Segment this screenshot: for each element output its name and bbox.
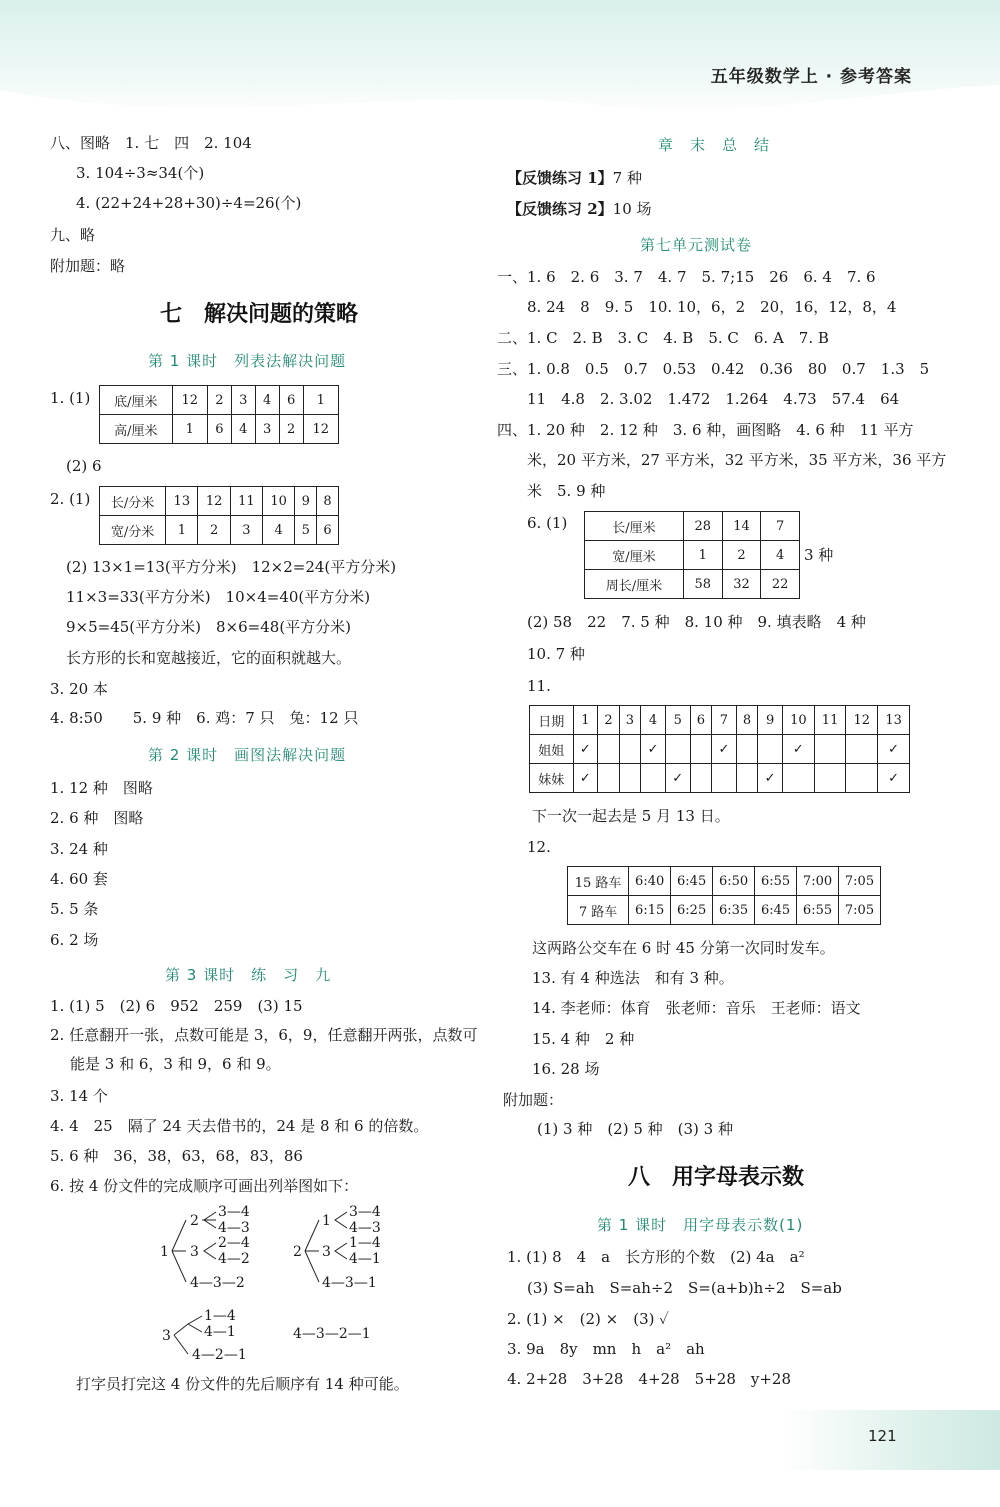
answer-line: 米，20 平方米，27 平方米，32 平方米，35 平方米，36 平方: [527, 451, 947, 469]
section-title-7: 七 解决问题的策略: [160, 302, 359, 327]
base-height-table: [99, 385, 339, 444]
table-cell: 6:45: [755, 896, 797, 925]
answer-line: 3. 104÷3≈34(个): [76, 164, 205, 182]
tree-node: 3—4: [349, 1204, 381, 1220]
table-cell: 5: [295, 516, 317, 545]
table-cell: 高/厘米: [100, 415, 173, 444]
answer-line: (1) 3 种 (2) 5 种 (3) 3 种: [537, 1120, 733, 1138]
answer-line: 3. 14 个: [50, 1087, 108, 1105]
rectangle-table: [584, 511, 800, 599]
table-cell: [690, 735, 711, 764]
table-cell: 13: [166, 487, 198, 516]
answer-line: 1. (1) 8 4 a 长方形的个数 (2) 4a a²: [507, 1248, 805, 1266]
answer-line: 5. 5 条: [50, 900, 99, 918]
feedback-value: 10 场: [612, 200, 652, 218]
answer-line: 15. 4 种 2 种: [532, 1030, 635, 1048]
tree-node: 4—1: [349, 1251, 381, 1267]
table-cell: [598, 735, 619, 764]
table-cell: 15 路车: [568, 867, 629, 896]
table-cell: [665, 735, 690, 764]
tree-node: 4—3—2: [190, 1275, 245, 1291]
table-cell: 6:40: [629, 867, 671, 896]
table-cell: 7: [761, 512, 800, 541]
answer-line: 2. (1) × (2) × (3) ✓: [507, 1310, 669, 1328]
table-cell: 6:55: [797, 896, 839, 925]
table-cell: [736, 735, 757, 764]
table-cell: 28: [683, 512, 722, 541]
tree-node: 4—2: [218, 1251, 250, 1267]
answer-line: 四、1. 20 种 2. 12 种 3. 6 种，画图略 4. 6 种 11 平方: [497, 421, 914, 439]
table-cell: 4: [255, 386, 279, 415]
section-title-8: 八 用字母表示数: [628, 1165, 805, 1190]
feedback-label: 【反馈练习 1】: [507, 169, 613, 187]
answer-line: 11 4.8 2. 3.02 1.472 1.264 4.73 57.4 64: [527, 390, 900, 408]
table-cell: 2: [598, 706, 619, 735]
answer-line: 1. 12 种 图略: [50, 779, 153, 797]
tree-node: 4—3: [349, 1220, 381, 1236]
tree-node: 3: [190, 1244, 199, 1260]
table-cell: 长/分米: [100, 487, 166, 516]
answer-line: 附加题：略: [50, 257, 126, 275]
page-number: 121: [868, 1427, 897, 1445]
table-cell: 2: [722, 541, 761, 570]
table-cell: 底/厘米: [100, 386, 173, 415]
table-cell: ✓: [712, 735, 737, 764]
table-cell: 6:15: [629, 896, 671, 925]
tree-node: 2: [293, 1244, 302, 1260]
tree-node: 1—4: [204, 1308, 236, 1324]
table-cell: 7 路车: [568, 896, 629, 925]
table-cell: 宽/厘米: [585, 541, 684, 570]
tree-node: 4—3: [218, 1220, 250, 1236]
table-cell: 7:00: [797, 867, 839, 896]
tree-node: 3—4: [218, 1204, 250, 1220]
lesson-title: 第 1 课时 列表法解决问题: [148, 352, 347, 370]
test-title: 第七单元测试卷: [640, 236, 753, 254]
answer-line: 附加题：: [503, 1091, 564, 1109]
table-cell: [814, 764, 846, 793]
table-cell: 12: [303, 415, 338, 444]
answer-line: 13. 有 4 种选法 和有 3 种。: [532, 969, 734, 987]
table-cell: 11: [230, 487, 262, 516]
table-cell: [712, 764, 737, 793]
table-cell: 姐姐: [530, 735, 574, 764]
table-cell: [641, 764, 666, 793]
answer-line: 2. 任意翻开一张，点数可能是 3，6，9，任意翻开两张，点数可: [50, 1026, 478, 1044]
table-cell: 长/厘米: [585, 512, 684, 541]
answer-line: (2) 6: [66, 457, 102, 475]
table-cell: 1: [166, 516, 198, 545]
table-cell: 5: [665, 706, 690, 735]
table-cell: 8: [317, 487, 339, 516]
answer-line: 12.: [527, 838, 551, 856]
answer-line: 16. 28 场: [532, 1060, 600, 1078]
table-cell: 3: [619, 706, 640, 735]
header-wave-decoration: [0, 80, 1000, 140]
question-label: 1. (1): [50, 389, 91, 407]
table-cell: 9: [758, 706, 783, 735]
table-cell: 10: [782, 706, 814, 735]
answer-line: 长方形的长和宽越接近，它的面积就越大。: [66, 649, 352, 667]
table-cell: ✓: [573, 735, 598, 764]
table-cell: ✓: [641, 735, 666, 764]
table-cell: 6: [207, 415, 231, 444]
table-cell: 1: [683, 541, 722, 570]
table-cell: 2: [207, 386, 231, 415]
table-cell: 7:05: [839, 867, 881, 896]
header-title: 五年级数学上 · 参考答案: [710, 67, 912, 87]
answer-line: 3. 9a 8y mn h a² ah: [507, 1340, 705, 1358]
answer-line: 这两路公交车在 6 时 45 分第一次同时发车。: [532, 939, 835, 957]
table-cell: 3: [231, 386, 255, 415]
answer-line: 1. (1) 5 (2) 6 952 259 (3) 15: [50, 997, 303, 1015]
table-cell: 7:05: [839, 896, 881, 925]
bus-schedule-table: [567, 866, 881, 925]
answer-line: 三、1. 0.8 0.5 0.7 0.53 0.42 0.36 80 0.7 1.3 5: [497, 360, 930, 378]
answer-line: (2) 58 22 7. 5 种 8. 10 种 9. 填表略 4 种: [527, 613, 866, 631]
table-cell: 6: [317, 516, 339, 545]
tree-node: 4—2—1: [192, 1347, 247, 1363]
answer-line: 5. 6 种 36，38，63，68，83，86: [50, 1147, 303, 1165]
answer-line: 4. 2+28 3+28 4+28 5+28 y+28: [507, 1370, 792, 1388]
answer-line: 4. 60 套: [50, 870, 108, 888]
table-cell: 日期: [530, 706, 574, 735]
table-cell: 6: [690, 706, 711, 735]
table-cell: 3: [255, 415, 279, 444]
tree-node: 1: [322, 1213, 331, 1229]
tree-node: 2—4: [218, 1235, 250, 1251]
summary-title: 章 末 总 结: [658, 136, 771, 154]
table-cell: 14: [722, 512, 761, 541]
tree-node: 1: [160, 1244, 169, 1260]
answer-line: 3. 20 本: [50, 680, 108, 698]
table-cell: ✓: [878, 764, 910, 793]
table-cell: [814, 735, 846, 764]
table-cell: 6:25: [671, 896, 713, 925]
answer-line: 九、略: [50, 226, 96, 244]
table-cell: [782, 764, 814, 793]
table-cell: [846, 764, 878, 793]
answer-line: 9×5=45(平方分米) 8×6=48(平方分米): [66, 618, 352, 636]
answer-line: 2. 6 种 图略: [50, 809, 144, 827]
answer-line: 3 种: [804, 546, 834, 564]
table-cell: 10: [263, 487, 295, 516]
answer-line: 8. 24 8 9. 5 10. 10，6，2 20，16，12，8，4: [527, 298, 897, 316]
tree-node: 1—4: [349, 1235, 381, 1251]
table-cell: [846, 735, 878, 764]
lesson-title: 第 3 课时 练 习 九: [165, 966, 332, 984]
tree-node: 3: [322, 1244, 331, 1260]
table-cell: 3: [230, 516, 262, 545]
answer-line: (2) 13×1=13(平方分米) 12×2=24(平方分米): [66, 558, 397, 576]
table-cell: 12: [172, 386, 207, 415]
table-cell: 1: [303, 386, 338, 415]
table-cell: 2: [198, 516, 230, 545]
answer-line: 一、1. 6 2. 6 3. 7 4. 7 5. 7;15 26 6. 4 7. 6: [497, 268, 876, 286]
table-cell: 6: [279, 386, 303, 415]
answer-line: 米 5. 9 种: [527, 482, 606, 500]
question-label: 2. (1): [50, 490, 91, 508]
table-cell: 6:55: [755, 867, 797, 896]
table-cell: 12: [198, 487, 230, 516]
table-cell: 12: [846, 706, 878, 735]
table-cell: 4: [761, 541, 800, 570]
feedback-value: 7 种: [612, 169, 642, 187]
table-cell: [758, 735, 783, 764]
table-cell: 22: [761, 570, 800, 599]
answer-line: 4. 4 25 隔了 24 天去借书的，24 是 8 和 6 的倍数。: [50, 1117, 429, 1135]
table-cell: ✓: [878, 735, 910, 764]
table-cell: [619, 764, 640, 793]
answer-line: 3. 24 种: [50, 840, 108, 858]
table-cell: ✓: [782, 735, 814, 764]
answer-line: 6. 按 4 份文件的完成顺序可画出列举图如下：: [50, 1177, 359, 1195]
table-cell: 宽/分米: [100, 516, 166, 545]
answer-line: 二、1. C 2. B 3. C 4. B 5. C 6. A 7. B: [497, 329, 829, 347]
table-cell: [598, 764, 619, 793]
question-label: 6. (1): [527, 514, 568, 532]
answer-line: 11×3=33(平方分米) 10×4=40(平方分米): [66, 588, 371, 606]
answer-line: 打字员打完这 4 份文件的先后顺序有 14 种可能。: [76, 1375, 409, 1393]
table-cell: 4: [641, 706, 666, 735]
table-cell: 32: [722, 570, 761, 599]
answer-line: 4. 8:50 5. 9 种 6. 鸡：7 只 兔：12 只: [50, 709, 359, 727]
table-cell: 1: [172, 415, 207, 444]
table-cell: 6:50: [713, 867, 755, 896]
table-cell: [619, 735, 640, 764]
table-cell: 7: [712, 706, 737, 735]
table-cell: 周长/厘米: [585, 570, 684, 599]
tree-node: 3: [162, 1328, 171, 1344]
tree-node: 4—3—2—1: [293, 1326, 371, 1342]
table-cell: 11: [814, 706, 846, 735]
answer-line: 14. 李老师：体育 张老师：音乐 王老师：语文: [532, 999, 861, 1017]
visit-date-table: [529, 705, 910, 793]
table-cell: 4: [231, 415, 255, 444]
length-width-table: [99, 486, 339, 545]
table-cell: 58: [683, 570, 722, 599]
answer-line: 能是 3 和 6，3 和 9，6 和 9。: [70, 1055, 281, 1073]
table-cell: 9: [295, 487, 317, 516]
table-cell: ✓: [758, 764, 783, 793]
answer-line: 10. 7 种: [527, 645, 585, 663]
table-cell: 6:45: [671, 867, 713, 896]
lesson-title: 第 2 课时 画图法解决问题: [148, 746, 347, 764]
answer-line: (3) S=ah S=ah÷2 S=(a+b)h÷2 S=ab: [527, 1279, 842, 1297]
table-cell: 13: [878, 706, 910, 735]
table-cell: 2: [279, 415, 303, 444]
table-cell: ✓: [573, 764, 598, 793]
table-cell: ✓: [665, 764, 690, 793]
table-cell: 1: [573, 706, 598, 735]
feedback-label: 【反馈练习 2】: [507, 200, 613, 218]
answer-line: 11.: [527, 677, 551, 695]
answer-line: 4. (22+24+28+30)÷4=26(个): [76, 194, 302, 212]
table-cell: 4: [263, 516, 295, 545]
answer-line: 下一次一起去是 5 月 13 日。: [532, 807, 730, 825]
tree-node: 4—1: [204, 1324, 236, 1340]
table-cell: 6:35: [713, 896, 755, 925]
table-cell: 8: [736, 706, 757, 735]
table-cell: [736, 764, 757, 793]
lesson-title: 第 1 课时 用字母表示数(1): [597, 1216, 804, 1234]
answer-line: 八、图略 1. 七 四 2. 104: [50, 134, 252, 152]
answer-line: 6. 2 场: [50, 931, 99, 949]
tree-node: 2: [190, 1213, 199, 1229]
table-cell: [690, 764, 711, 793]
enumeration-tree-diagram: [150, 1198, 450, 1368]
tree-node: 4—3—1: [322, 1275, 377, 1291]
table-cell: 妹妹: [530, 764, 574, 793]
